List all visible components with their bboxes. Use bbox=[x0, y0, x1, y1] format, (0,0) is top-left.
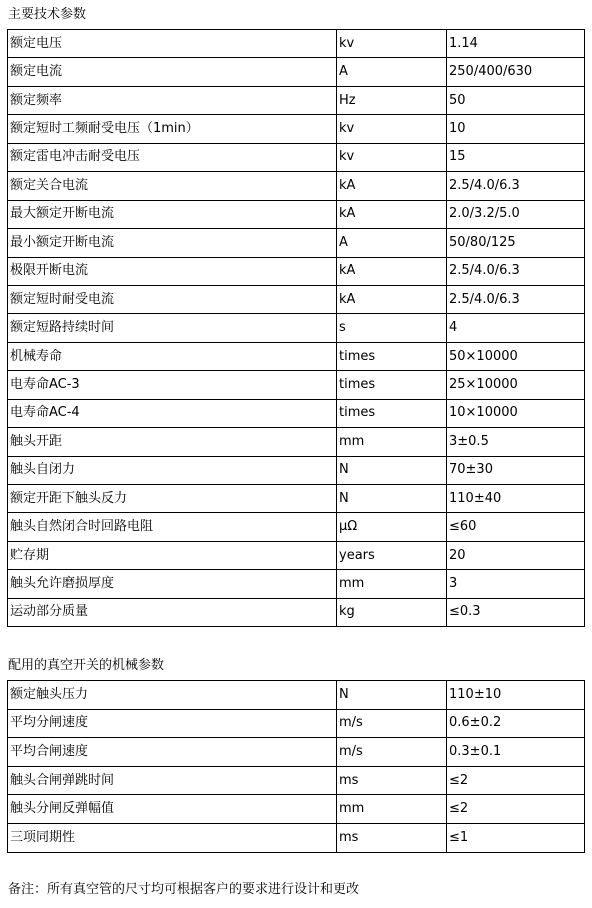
param-value-cell: 20 bbox=[447, 541, 585, 569]
param-name-cell: 平均分闸速度 bbox=[8, 709, 337, 738]
param-name-cell: 三项同期性 bbox=[8, 823, 337, 852]
param-value-cell: 25×10000 bbox=[447, 371, 585, 399]
param-unit-cell: Hz bbox=[337, 86, 447, 114]
param-value-cell: ≤2 bbox=[447, 795, 585, 824]
param-unit-cell: N bbox=[337, 681, 447, 710]
table-row bbox=[8, 485, 585, 513]
param-unit-cell: m/s bbox=[337, 709, 447, 738]
param-value-cell: 3±0.5 bbox=[447, 428, 585, 456]
table-row bbox=[8, 285, 585, 313]
param-unit-cell: N bbox=[337, 456, 447, 484]
param-name-cell: 电寿命AC-4 bbox=[8, 399, 337, 427]
table-row bbox=[8, 766, 585, 795]
param-name-cell: 触头自闭力 bbox=[8, 456, 337, 484]
table-row bbox=[8, 229, 585, 257]
param-unit-cell: kv bbox=[337, 115, 447, 143]
param-unit-cell: mm bbox=[337, 795, 447, 824]
param-value-cell: 2.5/4.0/6.3 bbox=[447, 257, 585, 285]
param-name-cell: 额定关合电流 bbox=[8, 172, 337, 200]
table-row bbox=[8, 314, 585, 342]
param-value-cell: 1.14 bbox=[447, 30, 585, 58]
vacuum-switch-params-table bbox=[7, 680, 585, 853]
param-unit-cell: kA bbox=[337, 200, 447, 228]
param-name-cell: 额定开距下触头反力 bbox=[8, 485, 337, 513]
param-value-cell: ≤60 bbox=[447, 513, 585, 541]
param-name-cell: 贮存期 bbox=[8, 541, 337, 569]
param-value-cell: 2.5/4.0/6.3 bbox=[447, 172, 585, 200]
param-name-cell: 最大额定开断电流 bbox=[8, 200, 337, 228]
param-value-cell: 50 bbox=[447, 86, 585, 114]
param-name-cell: 额定短路持续时间 bbox=[8, 314, 337, 342]
param-value-cell: 2.5/4.0/6.3 bbox=[447, 285, 585, 313]
section-title-vacuum-switch-params: 配用的真空开关的机械参数 bbox=[8, 658, 165, 673]
param-unit-cell: μΩ bbox=[337, 513, 447, 541]
param-name-cell: 触头分闸反弹幅值 bbox=[8, 795, 337, 824]
table-row bbox=[8, 428, 585, 456]
param-unit-cell: ms bbox=[337, 766, 447, 795]
table-row bbox=[8, 86, 585, 114]
param-value-cell: 10 bbox=[447, 115, 585, 143]
param-unit-cell: times bbox=[337, 371, 447, 399]
table-row bbox=[8, 598, 585, 626]
param-unit-cell: A bbox=[337, 58, 447, 86]
param-name-cell: 额定短时耐受电流 bbox=[8, 285, 337, 313]
param-value-cell: 3 bbox=[447, 570, 585, 598]
param-name-cell: 机械寿命 bbox=[8, 342, 337, 370]
param-name-cell: 触头开距 bbox=[8, 428, 337, 456]
param-name-cell: 极限开断电流 bbox=[8, 257, 337, 285]
param-value-cell: 250/400/630 bbox=[447, 58, 585, 86]
param-value-cell: 2.0/3.2/5.0 bbox=[447, 200, 585, 228]
param-value-cell: 10×10000 bbox=[447, 399, 585, 427]
table-row bbox=[8, 541, 585, 569]
table-row bbox=[8, 681, 585, 710]
param-unit-cell: mm bbox=[337, 570, 447, 598]
param-value-cell: ≤0.3 bbox=[447, 598, 585, 626]
param-unit-cell: m/s bbox=[337, 738, 447, 767]
param-unit-cell: kg bbox=[337, 598, 447, 626]
param-value-cell: ≤2 bbox=[447, 766, 585, 795]
param-name-cell: 额定电压 bbox=[8, 30, 337, 58]
param-unit-cell: ms bbox=[337, 823, 447, 852]
param-unit-cell: kA bbox=[337, 285, 447, 313]
param-unit-cell: s bbox=[337, 314, 447, 342]
param-name-cell: 额定电流 bbox=[8, 58, 337, 86]
param-value-cell: ≤1 bbox=[447, 823, 585, 852]
param-unit-cell: kv bbox=[337, 143, 447, 171]
param-value-cell: 50/80/125 bbox=[447, 229, 585, 257]
table-row bbox=[8, 200, 585, 228]
table-row bbox=[8, 738, 585, 767]
param-value-cell: 50×10000 bbox=[447, 342, 585, 370]
table-row bbox=[8, 456, 585, 484]
table-row bbox=[8, 143, 585, 171]
param-value-cell: 15 bbox=[447, 143, 585, 171]
param-value-cell: 110±10 bbox=[447, 681, 585, 710]
param-unit-cell: kv bbox=[337, 30, 447, 58]
table-row bbox=[8, 342, 585, 370]
param-name-cell: 触头自然闭合时回路电阻 bbox=[8, 513, 337, 541]
table-row bbox=[8, 513, 585, 541]
param-name-cell: 额定触头压力 bbox=[8, 681, 337, 710]
param-unit-cell: A bbox=[337, 229, 447, 257]
table-row bbox=[8, 257, 585, 285]
table-row bbox=[8, 371, 585, 399]
param-unit-cell: N bbox=[337, 485, 447, 513]
param-name-cell: 平均合闸速度 bbox=[8, 738, 337, 767]
param-value-cell: 4 bbox=[447, 314, 585, 342]
param-unit-cell: times bbox=[337, 342, 447, 370]
table-row bbox=[8, 823, 585, 852]
param-name-cell: 电寿命AC-3 bbox=[8, 371, 337, 399]
param-unit-cell: kA bbox=[337, 257, 447, 285]
table-row bbox=[8, 570, 585, 598]
param-value-cell: 110±40 bbox=[447, 485, 585, 513]
section-title-main-params: 主要技术参数 bbox=[8, 7, 87, 22]
param-unit-cell: years bbox=[337, 541, 447, 569]
table-row bbox=[8, 709, 585, 738]
param-unit-cell: times bbox=[337, 399, 447, 427]
table-row bbox=[8, 30, 585, 58]
param-value-cell: 70±30 bbox=[447, 456, 585, 484]
footnote: 备注：所有真空管的尺寸均可根据客户的要求进行设计和更改 bbox=[8, 882, 360, 897]
param-value-cell: 0.6±0.2 bbox=[447, 709, 585, 738]
table-row bbox=[8, 399, 585, 427]
param-name-cell: 额定频率 bbox=[8, 86, 337, 114]
param-unit-cell: kA bbox=[337, 172, 447, 200]
table-row bbox=[8, 115, 585, 143]
param-name-cell: 触头合闸弹跳时间 bbox=[8, 766, 337, 795]
param-name-cell: 触头允许磨损厚度 bbox=[8, 570, 337, 598]
table-row bbox=[8, 795, 585, 824]
param-name-cell: 额定短时工频耐受电压（1min） bbox=[8, 115, 337, 143]
main-params-table bbox=[7, 29, 585, 627]
param-unit-cell: mm bbox=[337, 428, 447, 456]
param-name-cell: 最小额定开断电流 bbox=[8, 229, 337, 257]
table-row bbox=[8, 172, 585, 200]
table-row bbox=[8, 58, 585, 86]
param-value-cell: 0.3±0.1 bbox=[447, 738, 585, 767]
param-name-cell: 额定雷电冲击耐受电压 bbox=[8, 143, 337, 171]
param-name-cell: 运动部分质量 bbox=[8, 598, 337, 626]
